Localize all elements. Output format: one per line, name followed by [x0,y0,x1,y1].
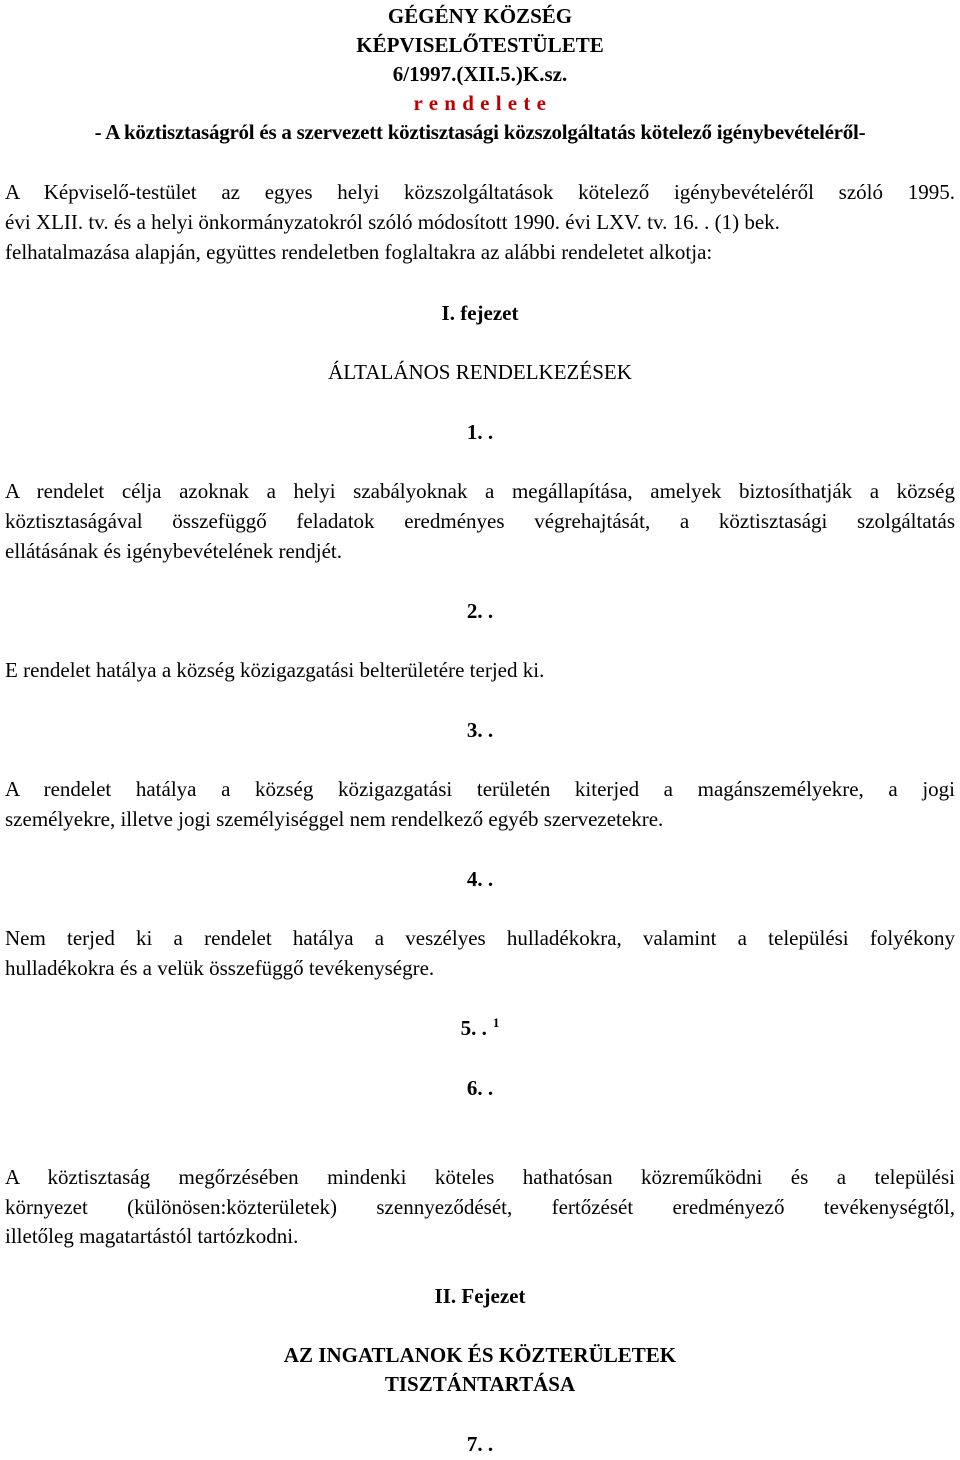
section-5-heading [5,1014,955,1042]
section-2-number: 2. . [466,599,494,623]
preamble-line-2: évi XLII. tv. és a helyi önkormányzatokról szóló módosított 1990. évi LXV. tv. 16. . (1) bek. [5,210,780,234]
section-6-line-2: környezet (különösen:közterületek) szennyeződését, fertőzését eredményező tevékenységtől, [5,1195,955,1219]
section-1-line-3: ellátásának és igénybevételének rendjét. [5,539,343,563]
section-3-line-2: személyekre, illetve jogi személyiséggel nem rendelkező egyéb szervezetekre. [5,807,664,831]
preamble-line-1: A Képviselő-testület az egyes helyi közszolgáltatások kötelező igénybevételéről szóló 1995. [5,180,955,204]
section-1-line-1: A rendelet célja azoknak a helyi szabályoknak a megállapítása, amelyek biztosíthatják a község [5,479,955,503]
chapter-1-title: ÁLTALÁNOS RENDELKEZÉSEK [328,360,632,384]
section-3-number: 3. . [466,718,494,742]
preamble-line-3: felhatalmazása alapján, együttes rendeletben foglaltakra az alábbi rendeletet alkotja: [5,240,713,264]
council-title: KÉPVISELŐTESTÜLETE [356,33,604,57]
chapter-2-title-line-1: AZ INGATLANOK ÉS KÖZTERÜLETEK [283,1343,677,1367]
section-6-line-3: illetőleg magatartástól tartózkodni. [5,1224,299,1248]
section-4-number: 4. . [466,867,494,891]
section-7-number: 7. . [466,1432,494,1456]
municipality-title: GÉGÉNY KÖZSÉG [387,4,573,28]
decree-number: 6/1997.(XII.5.)K.sz. [392,62,568,86]
footnote-marker[interactable]: 1 [492,1015,500,1030]
section-6-line-1: A köztisztaság megőrzésében mindenki köteles hathatósan közreműködni és a települési [5,1165,955,1189]
chapter-1-heading: I. fejezet [441,301,519,325]
section-6-number: 6. . [466,1076,494,1100]
section-4-line-1: Nem terjed ki a rendelet hatálya a veszélyes hulladékokra, valamint a települési folyékony [5,926,955,950]
chapter-2-heading: II. Fejezet [434,1284,526,1308]
document-type: r e n d e l e t e [413,91,547,115]
section-4-line-2: hulladékokra és a velük összefüggő tevékenységre. [5,956,435,980]
section-2-line-1: E rendelet hatálya a község közigazgatási belterületére terjed ki. [5,658,545,682]
decree-subject: - A köztisztaságról és a szervezett köztisztasági közszolgáltatás kötelező igénybevételéről- [94,120,866,144]
section-5-number: 5. . [460,1016,487,1040]
section-1-line-2: köztisztaságával összefüggő feladatok eredményes végrehajtását, a köztisztasági szolgáltatás [5,509,955,533]
section-1-number: 1. . [466,420,494,444]
section-3-line-1: A rendelet hatálya a község közigazgatási területén kiterjed a magánszemélyekre, a jogi [5,777,955,801]
chapter-2-title-line-2: TISZTÁNTARTÁSA [384,1372,576,1396]
